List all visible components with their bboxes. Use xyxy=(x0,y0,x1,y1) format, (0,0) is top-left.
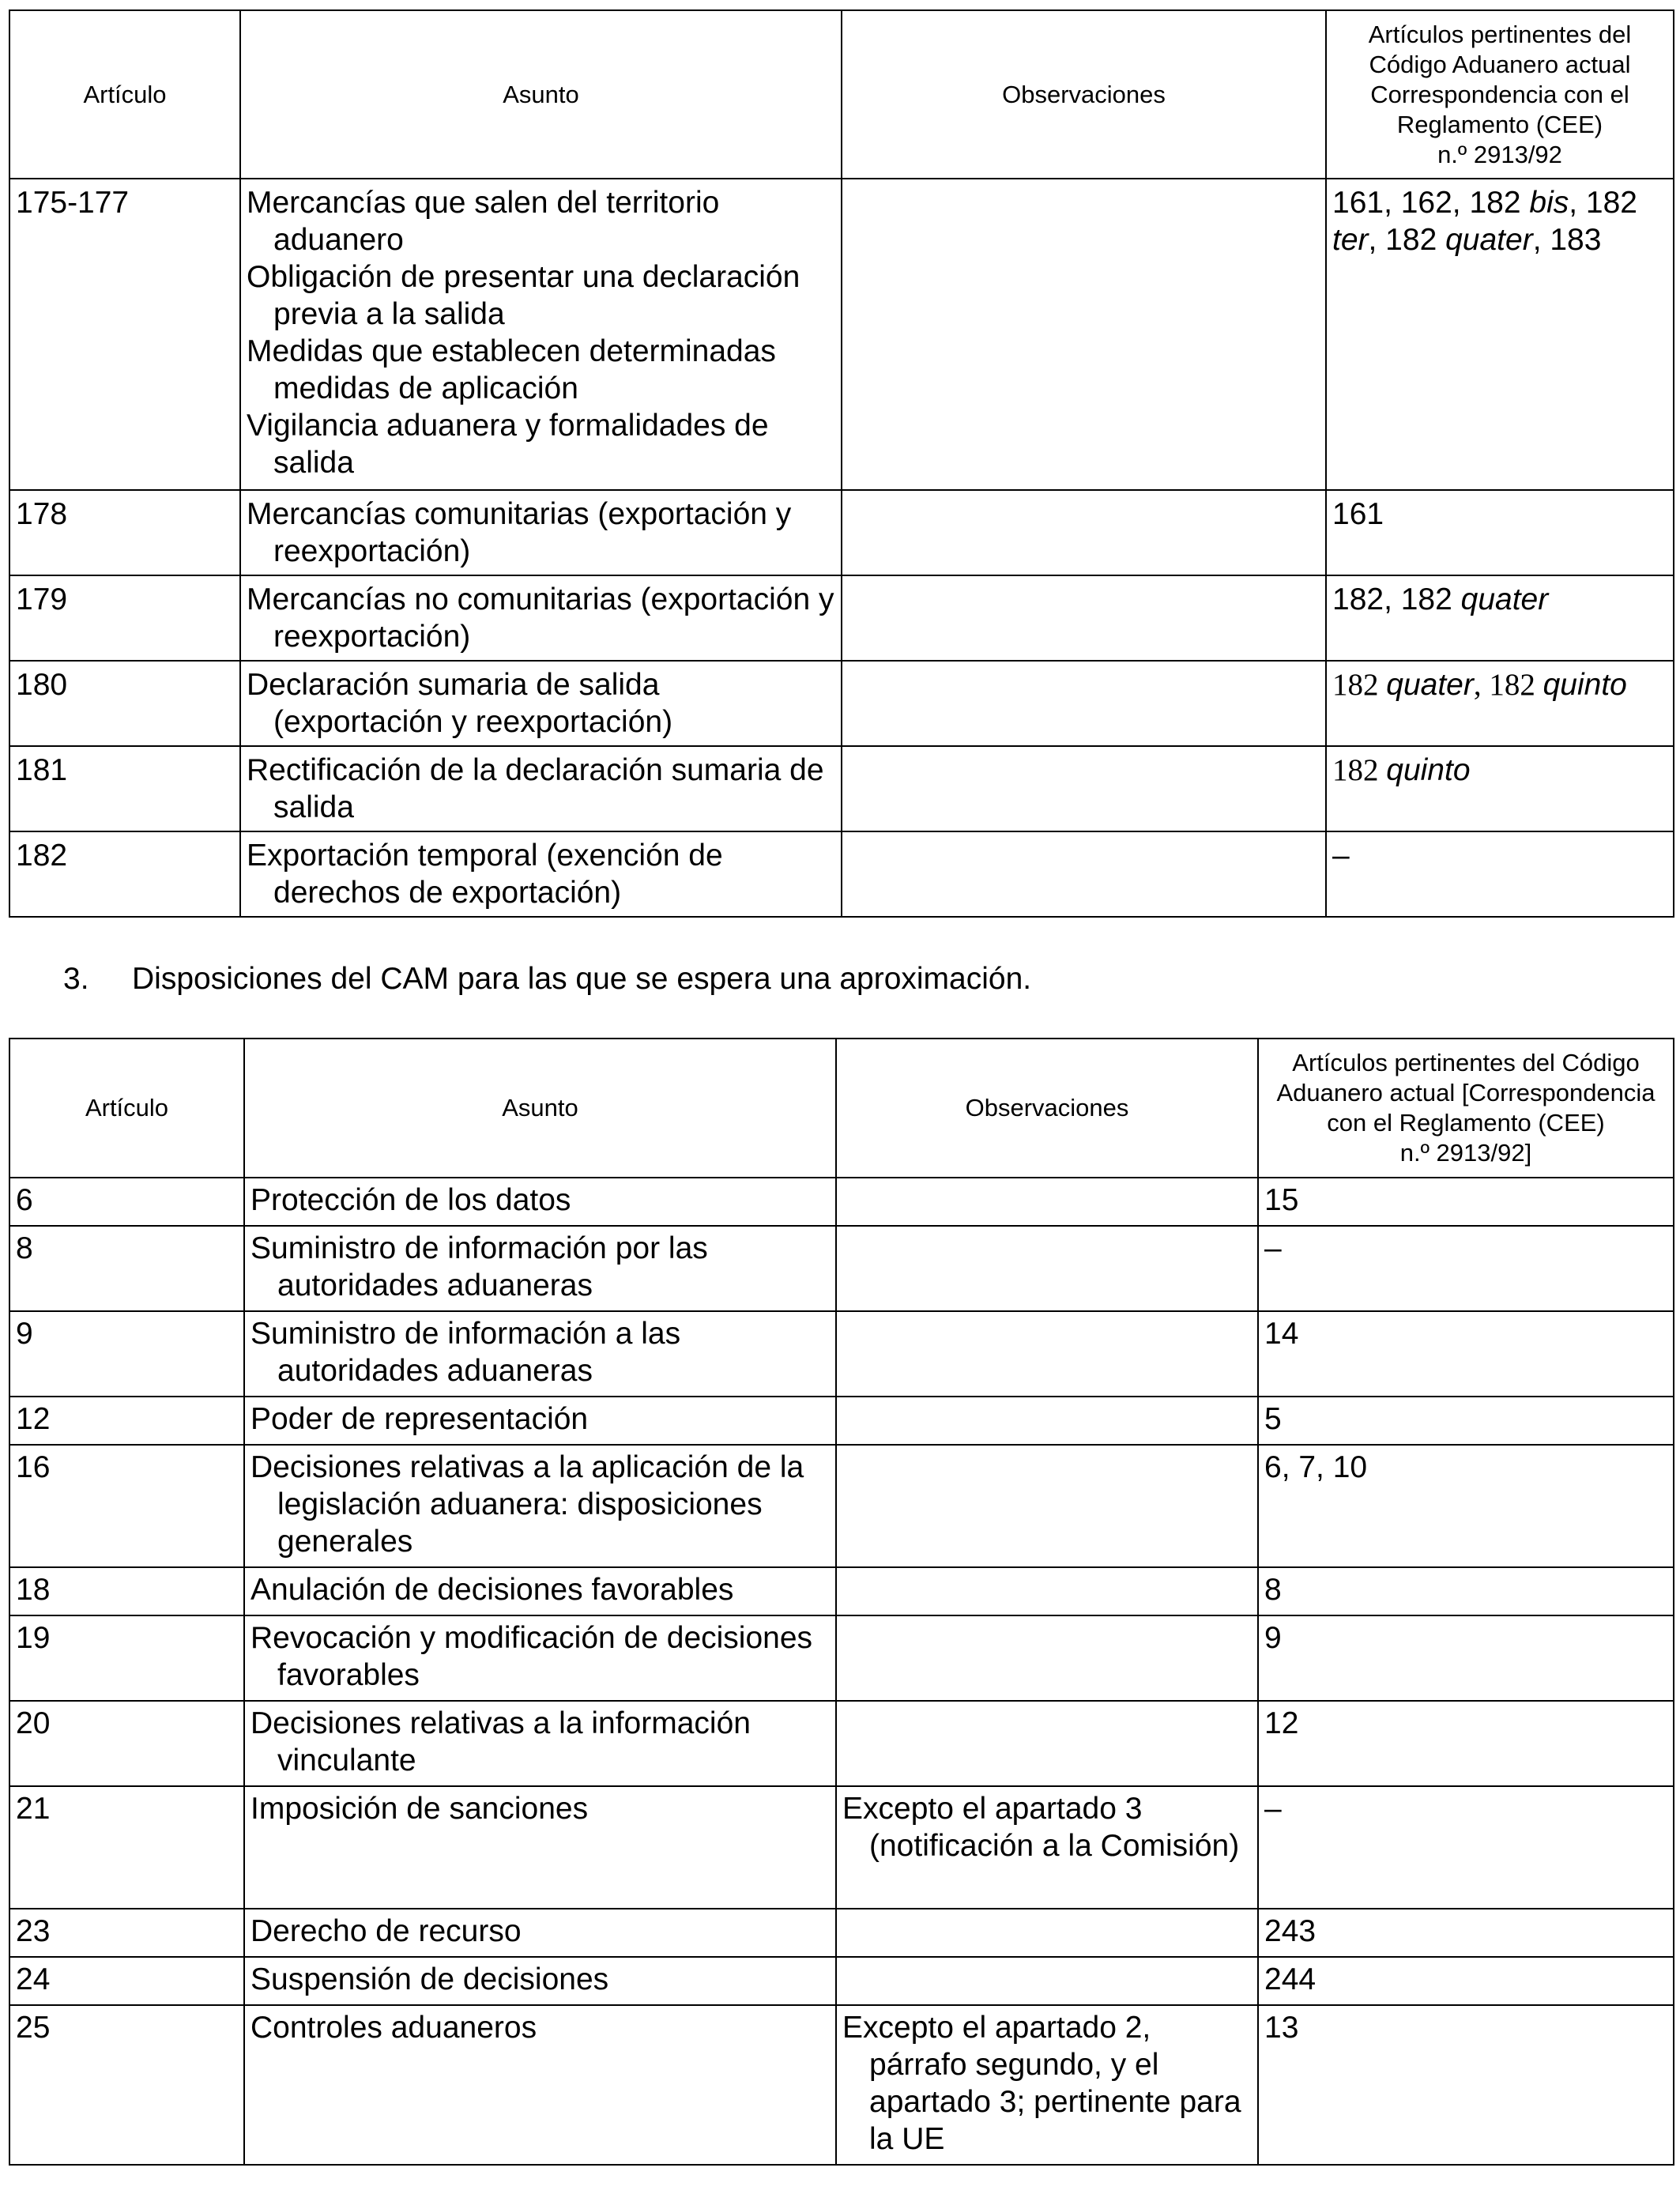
header-observaciones: Observaciones xyxy=(842,10,1326,179)
cell-articulo: 23 xyxy=(9,1909,244,1957)
cell-codigo: 244 xyxy=(1258,1957,1674,2005)
cell-articulo: 9 xyxy=(9,1311,244,1397)
header-codigo-aduanero: Artículos pertinentes del Código Aduanero actual [Correspondencia con el Reglamento (CEE) n.º 2913/92] xyxy=(1258,1039,1674,1178)
header-observaciones: Observaciones xyxy=(836,1039,1258,1178)
cell-observaciones xyxy=(842,746,1326,831)
cell-articulo: 6 xyxy=(9,1178,244,1226)
cell-codigo: 14 xyxy=(1258,1311,1674,1397)
cell-asunto: Decisiones relativas a la aplicación de la legislación aduanera: disposiciones generales xyxy=(244,1445,836,1567)
cell-articulo: 20 xyxy=(9,1701,244,1786)
cell-asunto: Suministro de información por las autoridades aduaneras xyxy=(244,1226,836,1311)
cell-observaciones: Excepto el apartado 3 (notificación a la Comisión) xyxy=(836,1786,1258,1909)
cell-observaciones xyxy=(836,1397,1258,1445)
cell-codigo: 12 xyxy=(1258,1701,1674,1786)
cell-asunto: Decisiones relativas a la información vinculante xyxy=(244,1701,836,1786)
cell-asunto: Derecho de recurso xyxy=(244,1909,836,1957)
cell-observaciones xyxy=(836,1226,1258,1311)
header-asunto: Asunto xyxy=(244,1039,836,1178)
cell-codigo: 182, 182 quater xyxy=(1326,575,1674,661)
cell-observaciones xyxy=(842,661,1326,746)
table-row xyxy=(9,490,1674,575)
cell-asunto: Rectificación de la declaración sumaria de salida xyxy=(240,746,842,831)
table-correspondence-exit xyxy=(9,9,1674,918)
section-heading xyxy=(63,959,1031,999)
cell-asunto: Declaración sumaria de salida (exportación y reexportación) xyxy=(240,661,842,746)
cell-observaciones xyxy=(836,1909,1258,1957)
cell-asunto xyxy=(240,179,842,490)
table-row xyxy=(9,1226,1674,1311)
table-row xyxy=(9,1397,1674,1445)
cell-articulo: 25 xyxy=(9,2005,244,2165)
cell-codigo: 5 xyxy=(1258,1397,1674,1445)
header-articulo: Artículo xyxy=(9,10,240,179)
table-row xyxy=(9,179,1674,490)
cell-codigo: 15 xyxy=(1258,1178,1674,1226)
cell-articulo: 178 xyxy=(9,490,240,575)
table-row xyxy=(9,1567,1674,1615)
cell-observaciones: Excepto el apartado 2, párrafo segundo, y el apartado 3; pertinente para la UE xyxy=(836,2005,1258,2165)
table-row xyxy=(9,575,1674,661)
cell-asunto: Suspensión de decisiones xyxy=(244,1957,836,2005)
table-row xyxy=(9,1957,1674,2005)
cell-articulo: 8 xyxy=(9,1226,244,1311)
table-row xyxy=(9,2005,1674,2165)
cell-observaciones xyxy=(842,831,1326,917)
cell-observaciones xyxy=(836,1615,1258,1701)
cell-asunto: Controles aduaneros xyxy=(244,2005,836,2165)
cell-asunto: Revocación y modificación de decisiones favorables xyxy=(244,1615,836,1701)
cell-asunto: Suministro de información a las autoridades aduaneras xyxy=(244,1311,836,1397)
table-row xyxy=(9,746,1674,831)
table-row xyxy=(9,1178,1674,1226)
cell-observaciones xyxy=(836,1445,1258,1567)
cell-codigo: – xyxy=(1326,831,1674,917)
cell-codigo: 182 quater, 182 quinto xyxy=(1326,661,1674,746)
asunto-line: Mercancías que salen del territorio aduanero xyxy=(247,186,720,257)
cell-codigo: 182 quinto xyxy=(1326,746,1674,831)
cell-asunto: Protección de los datos xyxy=(244,1178,836,1226)
header-asunto: Asunto xyxy=(240,10,842,179)
cell-codigo: 6, 7, 10 xyxy=(1258,1445,1674,1567)
table-approximation xyxy=(9,1038,1674,2166)
table-row xyxy=(9,1701,1674,1786)
cell-articulo: 19 xyxy=(9,1615,244,1701)
cell-articulo: 24 xyxy=(9,1957,244,2005)
table-row xyxy=(9,1615,1674,1701)
table-row xyxy=(9,1311,1674,1397)
cell-observaciones xyxy=(836,1567,1258,1615)
cell-codigo: – xyxy=(1258,1226,1674,1311)
table-row xyxy=(9,1786,1674,1909)
table-row xyxy=(9,1909,1674,1957)
asunto-line: Vigilancia aduanera y formalidades de salida xyxy=(247,409,769,480)
cell-codigo: 9 xyxy=(1258,1615,1674,1701)
section-title: Disposiciones del CAM para las que se espera una aproximación. xyxy=(132,962,1032,996)
cell-articulo: 175-177 xyxy=(9,179,240,490)
cell-articulo: 12 xyxy=(9,1397,244,1445)
cell-observaciones xyxy=(836,1311,1258,1397)
table-row xyxy=(9,661,1674,746)
cell-articulo: 180 xyxy=(9,661,240,746)
cell-codigo: 243 xyxy=(1258,1909,1674,1957)
cell-codigo: 8 xyxy=(1258,1567,1674,1615)
cell-articulo: 21 xyxy=(9,1786,244,1909)
table-row xyxy=(9,831,1674,917)
cell-codigo: 161 xyxy=(1326,490,1674,575)
cell-codigo: 13 xyxy=(1258,2005,1674,2165)
cell-codigo: 161, 162, 182 bis, 182 ter, 182 quater, 183 xyxy=(1326,179,1674,490)
asunto-line: Obligación de presentar una declaración previa a la salida xyxy=(247,260,800,331)
cell-articulo: 16 xyxy=(9,1445,244,1567)
cell-observaciones xyxy=(842,575,1326,661)
cell-asunto: Poder de representación xyxy=(244,1397,836,1445)
header-codigo-aduanero: Artículos pertinentes del Código Aduanero actual Correspondencia con el Reglamento (CEE) n.º 2913/92 xyxy=(1326,10,1674,179)
cell-articulo: 179 xyxy=(9,575,240,661)
cell-asunto: Anulación de decisiones favorables xyxy=(244,1567,836,1615)
cell-articulo: 182 xyxy=(9,831,240,917)
table-row xyxy=(9,1445,1674,1567)
cell-asunto: Exportación temporal (exención de derechos de exportación) xyxy=(240,831,842,917)
asunto-line: Medidas que establecen determinadas medidas de aplicación xyxy=(247,334,776,405)
cell-articulo: 18 xyxy=(9,1567,244,1615)
cell-asunto: Mercancías comunitarias (exportación y reexportación) xyxy=(240,490,842,575)
cell-observaciones xyxy=(836,1957,1258,2005)
cell-observaciones xyxy=(836,1178,1258,1226)
cell-articulo: 181 xyxy=(9,746,240,831)
cell-observaciones xyxy=(842,490,1326,575)
section-number: 3. xyxy=(63,962,89,996)
cell-observaciones xyxy=(836,1701,1258,1786)
cell-asunto: Mercancías no comunitarias (exportación y reexportación) xyxy=(240,575,842,661)
cell-codigo: – xyxy=(1258,1786,1674,1909)
cell-asunto: Imposición de sanciones xyxy=(244,1786,836,1909)
cell-observaciones xyxy=(842,179,1326,490)
header-articulo: Artículo xyxy=(9,1039,244,1178)
